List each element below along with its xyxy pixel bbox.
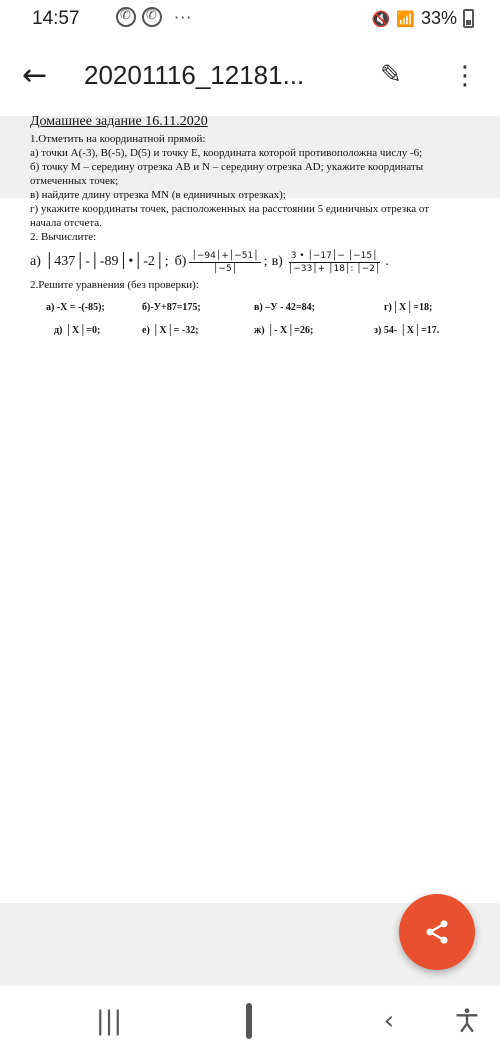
battery-percent: 33% [420, 8, 457, 28]
equations-grid [30, 302, 470, 336]
fraction-numerator: 3 • │−17│− │−15│ [290, 250, 378, 261]
back-icon[interactable]: ‹ [383, 1006, 395, 1036]
fraction-c [286, 251, 383, 274]
fraction-denominator: │−33│+ │18│: │−2│ [287, 263, 381, 274]
document-title: 20201116_12181... [84, 60, 305, 90]
system-nav-bar [0, 986, 500, 1055]
calc-a: а) │437│-│-89│•│-2│; [30, 254, 169, 269]
document-content [30, 114, 470, 336]
accessibility-icon[interactable] [452, 1006, 482, 1036]
equation-item: з) 54- │Х│=17. [374, 325, 440, 336]
equation-item: б)-У+87=175; [142, 302, 201, 313]
fraction-b [189, 251, 260, 274]
status-bar [0, 0, 500, 40]
viber-icon [116, 7, 136, 27]
task-line: 2. Вычислите: [30, 231, 97, 243]
task-line: в) найдите длину отрезка MN (в единичных отрезках); [30, 189, 286, 201]
share-button[interactable] [399, 894, 475, 970]
task-line: отмеченных точек; [30, 175, 119, 187]
battery-icon [463, 9, 474, 28]
equation-item: а) -Х = -(-85); [46, 302, 105, 313]
fraction-numerator: │−94│+│−51│ [191, 250, 259, 261]
system-icons [372, 8, 474, 29]
task-line: г) укажите координаты точек, расположенных на расстоянии 5 единичных отрезка от [30, 203, 430, 215]
status-time: 14:57 [32, 8, 80, 29]
equations-title: 2.Решите уравнения (без проверки): [30, 279, 199, 291]
home-icon[interactable] [234, 1006, 264, 1036]
calc-end: . [385, 254, 389, 269]
calc-b-label: б) [174, 254, 187, 269]
task-line: б) точку М – середину отрезка АВ и N – середину отрезка AD; укажите координаты [30, 161, 424, 173]
task-line: 1.Отметить на координатной прямой: [30, 133, 206, 145]
calc-separator: ; [263, 254, 268, 269]
arrow-left-icon[interactable]: ← [22, 58, 48, 93]
more-notifications-icon: ··· [174, 7, 193, 27]
notification-icons [116, 7, 192, 27]
calc-c-label: в) [271, 254, 283, 269]
equation-item: г)│Х│=18; [384, 302, 433, 313]
equation-item: д) │Х│=0; [54, 325, 101, 336]
calc-expressions [30, 246, 470, 278]
equation-item: в) –У - 42=84; [254, 302, 315, 313]
app-bar [0, 40, 500, 116]
pencil-icon[interactable]: ✎ [380, 60, 402, 90]
equation-item: ж) │- Х│=26; [254, 325, 314, 336]
equation-item: е) │Х│= -32; [142, 325, 199, 336]
fraction-denominator: │−5│ [213, 263, 238, 274]
task-line: начала отсчета. [30, 217, 102, 229]
task-line: а) точки А(-3), В(-5), D(5) и точку Е, координата которой противоположна числу -6; [30, 147, 423, 159]
wifi-icon: 📶 [396, 9, 415, 28]
mute-icon: 🔇 [371, 9, 391, 28]
recents-icon[interactable]: ||| [95, 1006, 123, 1036]
vertical-dots-icon[interactable]: ⋮ [452, 61, 478, 91]
share-icon [423, 918, 451, 946]
document-heading: Домашнее задание 16.11.2020 [30, 114, 208, 129]
viber-icon [142, 7, 162, 27]
